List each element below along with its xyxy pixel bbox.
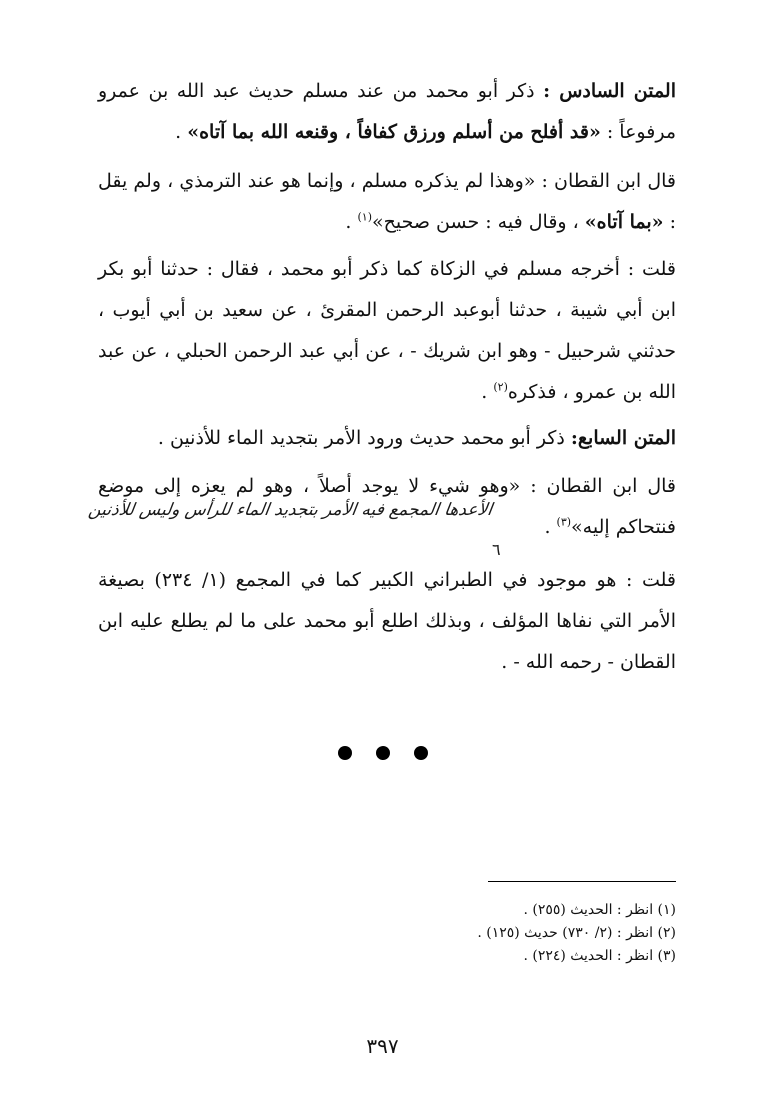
handwritten-margin-note: الأعدها المجمع فيه الأمر بتجديد الماء للرأس وليس للأذنين	[87, 500, 494, 520]
qultu-1-text: قلت : أخرجه مسلم في الزكاة كما ذكر أبو محمد ، فقال : حدثنا أبو بكر ابن أبي شيبة ، حدثنا أبوعبد الرحمن المقرئ ، عن سعيد بن أبي أيوب ، حدثني شرحبيل - وهو ابن شريك - ، عن أبي عبد الرحمن الحبلي ، عن عبد الله بن عمرو ، فذكره	[98, 258, 676, 403]
separator-dot	[376, 746, 390, 760]
footnote-ref-1: (١)	[357, 210, 372, 224]
section-separator	[0, 745, 765, 764]
matn-7-label: المتن السابع:	[570, 427, 676, 449]
matn-7-paragraph	[98, 418, 676, 459]
footnote-2: (٢) انظر : (٢/ ٧٣٠) حديث (١٢٥) .	[477, 925, 676, 941]
ibn-qattan-1-end: .	[345, 211, 358, 233]
footnote-rule	[488, 881, 676, 882]
ibn-qattan-1-text: قال ابن القطان : «وهذا لم يذكره مسلم ، وإنما هو عند الترمذي ، ولم يقل :	[98, 170, 676, 233]
qultu-paragraph-1	[98, 249, 676, 413]
matn-6-text: ذكر أبو محمد من عند مسلم حديث عبد الله بن عمرو مرفوعاً :	[98, 80, 676, 143]
footnote-1: (١) انظر : الحديث (٢٥٥) .	[523, 902, 676, 918]
footnote-ref-3: (٣)	[556, 515, 572, 529]
matn-7-text: ذكر أبو محمد حديث ورود الأمر بتجديد الماء للأذنين .	[157, 427, 571, 449]
matn-6-label: المتن السادس :	[543, 80, 677, 102]
footnote-3: (٣) انظر : الحديث (٢٢٤) .	[523, 948, 676, 964]
matn-6-end: .	[175, 121, 188, 143]
page-number: ٣٩٧	[366, 1034, 399, 1058]
ibn-qattan-1-text2: ، وقال فيه : حسن صحيح»	[371, 211, 585, 233]
matn-6-quote: «قد أفلح من أسلم ورزق كفافاً ، وقنعه الله بما آتاه»	[187, 121, 601, 143]
matn-6-paragraph	[98, 71, 676, 153]
ibn-qattan-paragraph-1	[98, 161, 676, 243]
qultu-paragraph-2	[98, 560, 676, 683]
separator-dot	[414, 746, 428, 760]
ibn-qattan-1-quote: «بما آتاه»	[584, 211, 664, 233]
ibn-qattan-2-end: .	[544, 516, 557, 538]
footnote-ref-2: (٢)	[493, 380, 508, 394]
ibn-qattan-2-text: قال ابن القطان : «وهو شيء لا يوجد أصلاً ، وهو لم يعزه إلى موضع فنتحاكم إليه»	[98, 475, 676, 538]
qultu-1-end: .	[481, 381, 494, 403]
handwritten-note-number: ٦	[492, 540, 501, 559]
qultu-2-text: قلت : هو موجود في الطبراني الكبير كما في المجمع (١/ ٢٣٤) بصيغة الأمر التي نفاها المؤلف ، وبذلك اطلع أبو محمد على ما لم يطلع عليه ابن القطان - رحمه الله - .	[98, 569, 676, 673]
separator-dot	[338, 746, 352, 760]
